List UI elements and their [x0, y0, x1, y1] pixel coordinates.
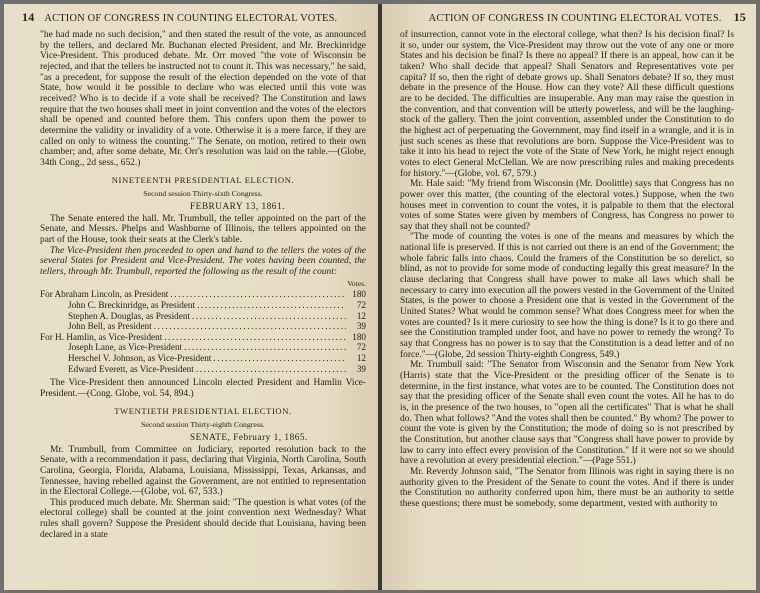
- paragraph: This produced much debate. Mr. Sherman said: "The question is what votes (of the electoral college) shall be counted at the joint convention next Wednesday? What rules shall govern? Suppose the President should decide that Louisiana, having been declared in a state: [40, 497, 366, 540]
- paragraph: "The mode of counting the votes is one of the means and measures by which the national life is preserved. If this is not carried out there is an end of the Government; the whole fabric falls into chaos. Could the framers of the Constitution be so derelict, so blind, as not to provide for some mode of conducting legally this great measure? In the clause declaring that Congress shall have power to make all laws which shall be necessary to carry into execution all the powers vested in the Government of the United States, is the power to choose a President one that is vested in the Government of the United States? What would be common sense? What does Congress meet for when the votes are counted? Is it mere curiosity to see how the thing is done? Is it to go there and see the Constitution trampled under foot, and have no power to remedy the wrong? To say that Congress has no power is to say that the Constitution is a dead letter and of no force."—(Globe, 2d session Thirty-eighth Congress, 549.): [400, 232, 734, 360]
- vote-row: [40, 364, 366, 375]
- section-heading: NINETEENTH PRESIDENTIAL ELECTION.: [111, 174, 295, 185]
- paragraph: The Senate entered the hall. Mr. Trumbull, the teller appointed on the part of the Senate, and Messrs. Phelps and Washburne of Illinois, the tellers appointed on the part of the House, took their seats at the Clerk's table.: [40, 213, 366, 245]
- paragraph: Mr. Trumbull, from Committee on Judiciary, reported resolution back to the Senate, with a recommendation it pass, declaring that Virginia, North Carolina, South Carolina, Georgia, Florida, Alabama, Louisiana, Mississippi, Texas, Arkansas, and Tennessee, having rebelled against the Government, are not entitled to representation in the Electoral College.—(Globe, vol. 67, 533.): [40, 444, 366, 498]
- vote-row: [40, 311, 366, 322]
- page-number-left: 14: [22, 10, 35, 24]
- left-page: [4, 4, 378, 590]
- vote-tally-list: [40, 289, 366, 374]
- paragraph: "he had made no such decision," and then stated the result of the vote, as announced by the tellers, and declared Mr. Buchanan elected President, and Mr. Breckinridge Vice-President. This produced debate. Mr. Orr moved "the vote of Wisconsin be rejected, and that the tellers be instructed not to count it. This was necessary," he said, "as a precedent, for suppose the result of the election depended on the vote of that State, how would it be possible to declare who was elected until this vote was received? Who is to decide if a vote shall be received? The Constitution and laws require that the two houses shall meet in joint convention and the votes of the electors shall be opened and counted before them. This confers upon them the power to determine the validity or invalidity of a vote. Otherwise it is a mere farce, if they are called on only to witness the counting." The Senate, on motion, retired to their own chamber; and, after some debate, Mr. Orr's resolution was laid on the table.—(Globe, 34th Cong., 2d sess., 652.): [40, 30, 366, 168]
- paragraph: [40, 246, 366, 278]
- vote-label: For Abraham Lincoln, as President: [40, 289, 169, 300]
- paragraph: Mr. Trumbull said: "The Senator from Wisconsin and the Senator from New York (Harris) state that the Vice-President or the presiding officer of the Senate is to determine, in the first instance, what votes are to be counted. The Constitution does not say that the presiding officer of the Senate shall even count the votes. All he has to do is, in the presence of the two houses, to "open all the certificates" That is what he shall do. Then what follows? "And the votes shall then be counted." By whom? The power to count the vote is given by the Constitution; the mode of doing so is not prescribed by the Constitution, but another clause says that "Congress shall have power to provide by law to carry into effect every provision of the Constitution." If it were not so we should have a revolution at every presidential election."—(Page 551.): [400, 360, 734, 467]
- running-head-text-right: ACTION OF CONGRESS IN COUNTING ELECTORAL VOTES.: [428, 13, 722, 24]
- vote-row: [40, 289, 366, 300]
- session-line: Second session Thirty-eighth Congress.: [141, 419, 265, 429]
- vote-count: 39: [356, 363, 366, 374]
- vote-count: 180: [352, 331, 366, 342]
- vote-count: 12: [356, 310, 366, 321]
- vote-row: [40, 353, 366, 364]
- vote-row: [40, 342, 366, 353]
- vote-label: Stephen A. Douglas, as President: [68, 310, 190, 321]
- paragraph: Mr. Reverdy Johnson said, "The Senator from Illinois was right in saying there is no authority given to the President of the Senate to count the votes. And if there is under the Constitution no authority conferred upon him, there must be an authority to settle these questions; there must be somebody, some department, vested with authority to: [400, 466, 734, 509]
- votes-column-label: Votes.: [347, 279, 366, 289]
- vote-label: Joseph Lane, as Vice-President: [68, 342, 183, 353]
- vote-count: 72: [356, 342, 366, 353]
- vote-row: [40, 300, 366, 311]
- page-number-right: 15: [733, 10, 746, 24]
- vote-count: 180: [352, 289, 366, 300]
- paragraph: of insurrection, cannot vote in the electoral college, what then? Is his decision final? Is it so, under our system, the Vice-President may throw out the vote of any one or more States and his decision be final? Is there no appeal? If there is an appeal, how can it be taken? Who shall decide that appeal? Shall Senators and Representatives vote per capita? If so, then the right of debate grows up. Shall Senators debate? If so, they must debate in the presence of the House. How can they vote? All these difficult questions are to be decided. The difficulties are insuperable. Any man may raise the question in the convention, and that convention will be utterly powerless, and will be the laughing-stock of the gallery. Then the joint convention, assembled under the Constitution to do the highest act of perpetuating the Government, may find itself in a wrangle, and it is in just such scenes as these that revolutions are born. Suppose the Vice-President was to take it into his head to reject the vote of the State of New York, he might reject enough votes to elect General McClellan. We are now prescribing rules and making precedents for history."—(Globe, vol. 67, 579.): [400, 30, 734, 179]
- session-line: Second session Thirty-sixth Congress.: [143, 188, 263, 198]
- vote-count: 72: [356, 300, 366, 311]
- running-head-text-left: ACTION OF CONGRESS IN COUNTING ELECTORAL VOTES.: [44, 13, 338, 24]
- paragraph: Mr. Hale said: "My friend from Wisconsin (Mr. Doolittle) says that Congress has no power over this matter, (the counting of the electoral votes.) Suppose, when the two houses meet in convention to count the votes, it is palpable to them that the electoral votes of some States were given by members of Congress, has Congress no power to say that they shall not be counted?: [400, 179, 734, 232]
- vote-label: For H. Hamlin, as Vice-President: [40, 331, 163, 342]
- vote-label: John Bell, as President: [68, 321, 152, 332]
- date-line: FEBRUARY 13, 1861.: [190, 201, 285, 212]
- running-head-right: [396, 10, 746, 25]
- running-head-left: [22, 10, 366, 25]
- section-heading: TWENTIETH PRESIDENTIAL ELECTION.: [114, 405, 292, 416]
- vote-row: [40, 321, 366, 332]
- vote-row: [40, 332, 366, 343]
- vote-label: Edward Everett, as Vice-President: [68, 363, 194, 374]
- date-line: SENATE, February 1, 1865.: [190, 432, 308, 443]
- vote-label: John C. Breckinridge, as President: [68, 300, 196, 311]
- vote-count: 12: [356, 353, 366, 364]
- right-page: [382, 4, 756, 590]
- paragraph: The Vice-President then announced Lincoln elected President and Hamlin Vice-President.—(Cong. Globe, vol. 54, 894.): [40, 378, 366, 399]
- italic-text: The Vice-President then proceeded to open and hand to the tellers the votes of the several States for President and Vice-President. The votes having been counted, the tellers, through Mr. Trumbull, reported the following as the result of the count:: [40, 245, 366, 277]
- vote-count: 39: [356, 321, 366, 332]
- vote-label: Herschel V. Johnson, as Vice-President: [68, 353, 212, 364]
